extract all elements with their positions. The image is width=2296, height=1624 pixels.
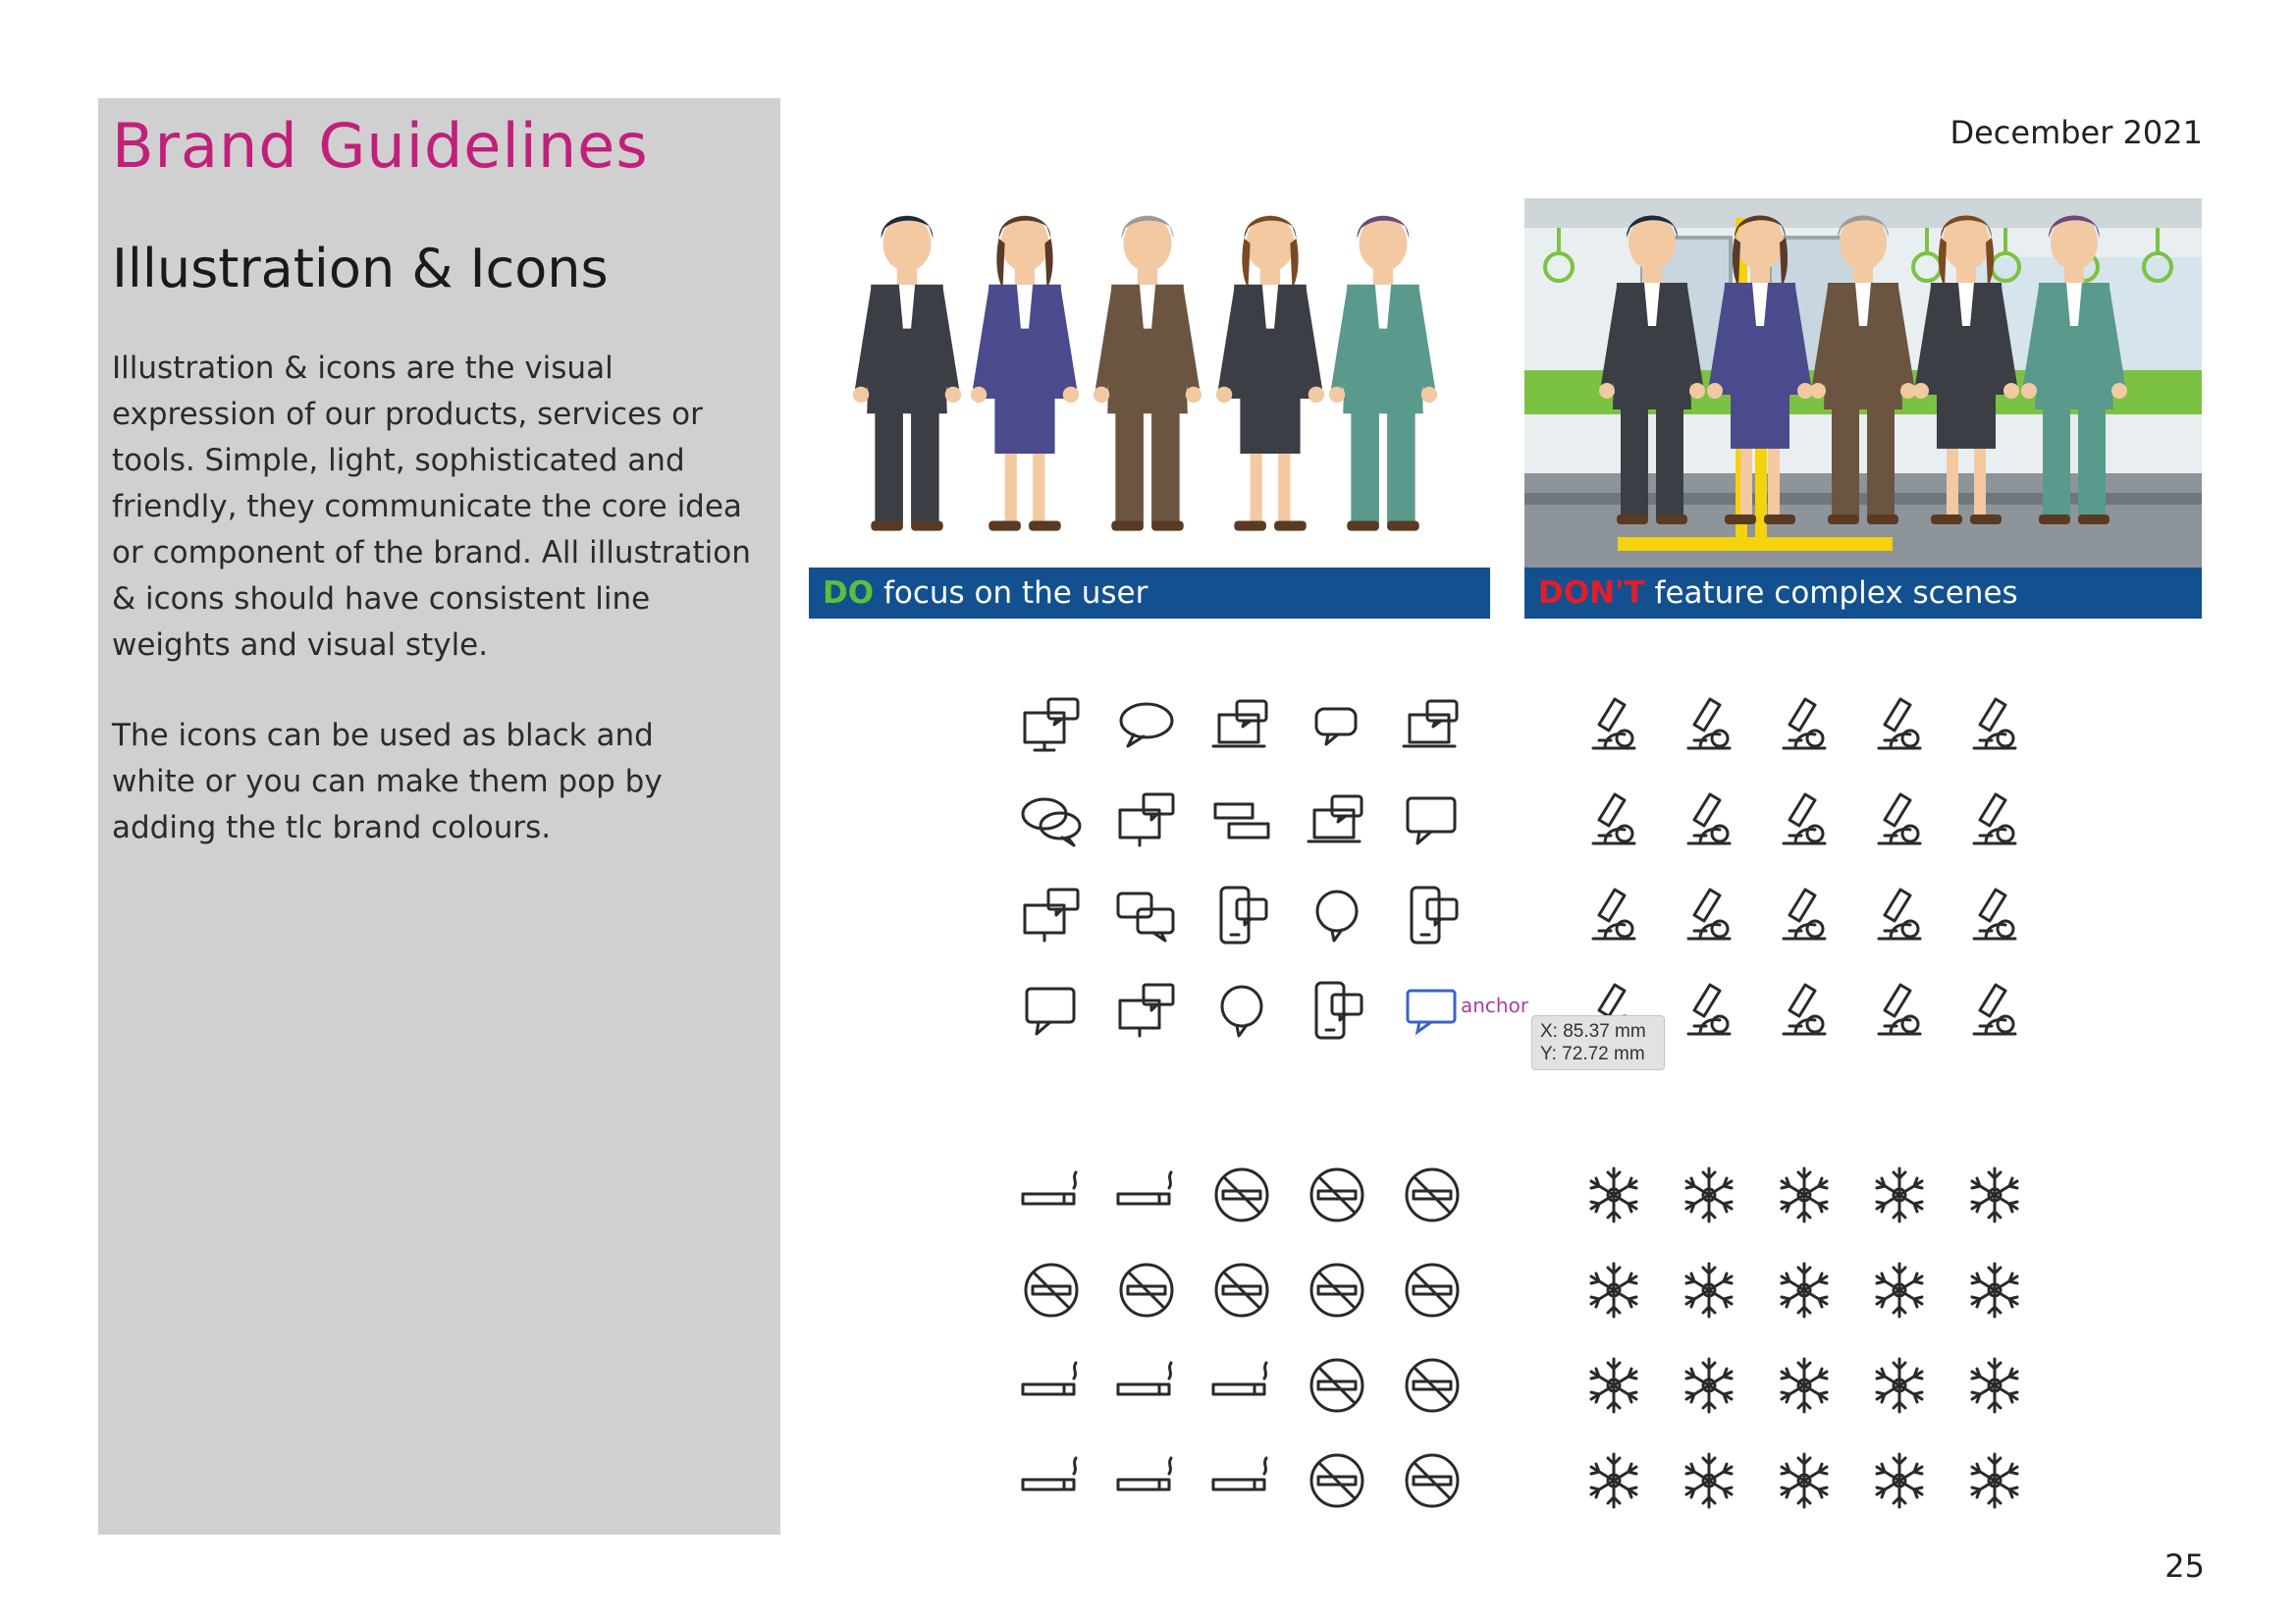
snowflake-icon [1661, 1433, 1756, 1528]
cigarette-icon [1194, 1433, 1289, 1528]
microscope-icon [1566, 677, 1661, 773]
no-smoking-icon [1384, 1433, 1479, 1528]
laptop-chat-icon [1289, 773, 1384, 868]
microscope-icon [1756, 677, 1851, 773]
microscope-icon [1566, 868, 1661, 963]
round-bubble-icon [1289, 868, 1384, 963]
no-smoking-icon [1384, 1242, 1479, 1337]
snowflake-icon [1756, 1337, 1851, 1433]
snowflake-icon [1851, 1337, 1947, 1433]
monitor-chat-icon [1098, 963, 1194, 1058]
no-smoking-icon [1289, 1147, 1384, 1242]
microscope-icon [1661, 677, 1756, 773]
cigarette-icon [1194, 1337, 1289, 1433]
monitor-chat-icon [1098, 773, 1194, 868]
monitor-chat-icon [1003, 868, 1098, 963]
microscope-icon [1661, 773, 1756, 868]
no-smoking-icon [1003, 1242, 1098, 1337]
dont-caption [1524, 568, 2202, 619]
section-title: Illustration & Icons [112, 238, 609, 299]
snowflake-icon [1566, 1337, 1661, 1433]
no-smoking-icon [1194, 1242, 1289, 1337]
snowflake-icon [1851, 1147, 1947, 1242]
snowflake-icon [1947, 1433, 2042, 1528]
no-smoking-icon [1289, 1337, 1384, 1433]
snowflake-icon [1756, 1147, 1851, 1242]
snowflake-icon [1851, 1433, 1947, 1528]
cigarette-icon [1003, 1337, 1098, 1433]
snowflake-icon [1566, 1433, 1661, 1528]
double-bubble-icon [1003, 773, 1098, 868]
communication-icon-grid [1003, 677, 1479, 1058]
microscope-icon [1947, 773, 2042, 868]
square-bubble-icon [1003, 963, 1098, 1058]
icon-usage-paragraph: The icons can be used as black and white or you can make them pop by adding the tlc brand colours. [112, 718, 663, 845]
round-bubble-icon [1194, 963, 1289, 1058]
microscope-icon [1947, 963, 2042, 1058]
document-date: December 2021 [1949, 114, 2203, 151]
no-smoking-icon [1289, 1242, 1384, 1337]
snowflake-icon [1566, 1242, 1661, 1337]
dont-keyword: DON'T [1538, 575, 1645, 611]
snowflake-icon-grid [1566, 1147, 2042, 1528]
do-keyword: DO [823, 575, 875, 611]
no-smoking-icon [1384, 1147, 1479, 1242]
no-smoking-icon [1289, 1433, 1384, 1528]
microscope-icon [1566, 773, 1661, 868]
dont-example-illustration [1524, 198, 2202, 569]
business-people-illustration [809, 198, 1490, 569]
no-smoking-icon-grid [1003, 1147, 1479, 1528]
phone-chat-icon [1289, 963, 1384, 1058]
anchor-label: anchor [1461, 994, 1529, 1017]
phone-chat-icon [1194, 868, 1289, 963]
square-bubble-icon [1384, 773, 1479, 868]
business-person [971, 215, 1079, 530]
snowflake-icon [1566, 1147, 1661, 1242]
intro-paragraph: Illustration & icons are the visual expression of our products, services or tools. Simple, light, sophisticated and friendly, they communicate the core idea or component of the brand. All illustration & icons should have consistent line weights and visual style. [112, 351, 751, 663]
business-person [1094, 215, 1201, 530]
do-caption [809, 568, 1490, 619]
snowflake-icon [1661, 1242, 1756, 1337]
business-person [1329, 215, 1437, 530]
laptop-chat-icon [1384, 677, 1479, 773]
snowflake-icon [1756, 1433, 1851, 1528]
snowflake-icon [1947, 1337, 2042, 1433]
microscope-icon [1947, 868, 2042, 963]
do-caption-text: focus on the user [874, 575, 1148, 611]
coordinate-tooltip [1531, 1015, 1665, 1070]
microscope-icon [1756, 773, 1851, 868]
speech-bubble-icon [1098, 677, 1194, 773]
microscope-icon [1756, 868, 1851, 963]
microscope-icon [1851, 773, 1947, 868]
double-square-bubble-icon [1098, 868, 1194, 963]
no-smoking-icon [1098, 1242, 1194, 1337]
chat-monitor-icon [1003, 677, 1098, 773]
do-example-illustration [809, 198, 1490, 569]
microscope-icon [1851, 677, 1947, 773]
microscope-icon [1756, 963, 1851, 1058]
snowflake-icon [1947, 1147, 2042, 1242]
brand-title: Brand Guidelines [112, 110, 649, 182]
snowflake-icon [1661, 1147, 1756, 1242]
microscope-icon [1851, 868, 1947, 963]
microscope-icon [1661, 963, 1756, 1058]
dont-caption-text: feature complex scenes [1644, 575, 2018, 611]
cigarette-icon [1003, 1433, 1098, 1528]
cigarette-icon [1003, 1147, 1098, 1242]
snowflake-icon [1661, 1337, 1756, 1433]
snowflake-icon [1756, 1242, 1851, 1337]
business-person [853, 215, 961, 530]
cigarette-icon [1098, 1147, 1194, 1242]
snowflake-icon [1851, 1242, 1947, 1337]
no-smoking-icon [1194, 1147, 1289, 1242]
page-number: 25 [2164, 1547, 2205, 1585]
coord-y: Y: 72.72 mm [1540, 1044, 1645, 1064]
microscope-icon [1851, 963, 1947, 1058]
phone-chat-icon [1384, 868, 1479, 963]
microscope-icon-grid [1566, 677, 2042, 1058]
microscope-icon [1947, 677, 2042, 773]
cigarette-icon [1098, 1337, 1194, 1433]
cigarette-icon [1098, 1433, 1194, 1528]
laptop-chat-icon [1194, 677, 1289, 773]
small-bubble-icon [1289, 677, 1384, 773]
no-smoking-icon [1384, 1337, 1479, 1433]
microscope-icon [1661, 868, 1756, 963]
business-person [1216, 215, 1324, 530]
tilted-bubbles-icon [1194, 773, 1289, 868]
snowflake-icon [1947, 1242, 2042, 1337]
train-scene-illustration [1524, 198, 2202, 569]
coord-x: X: 85.37 mm [1540, 1021, 1646, 1042]
